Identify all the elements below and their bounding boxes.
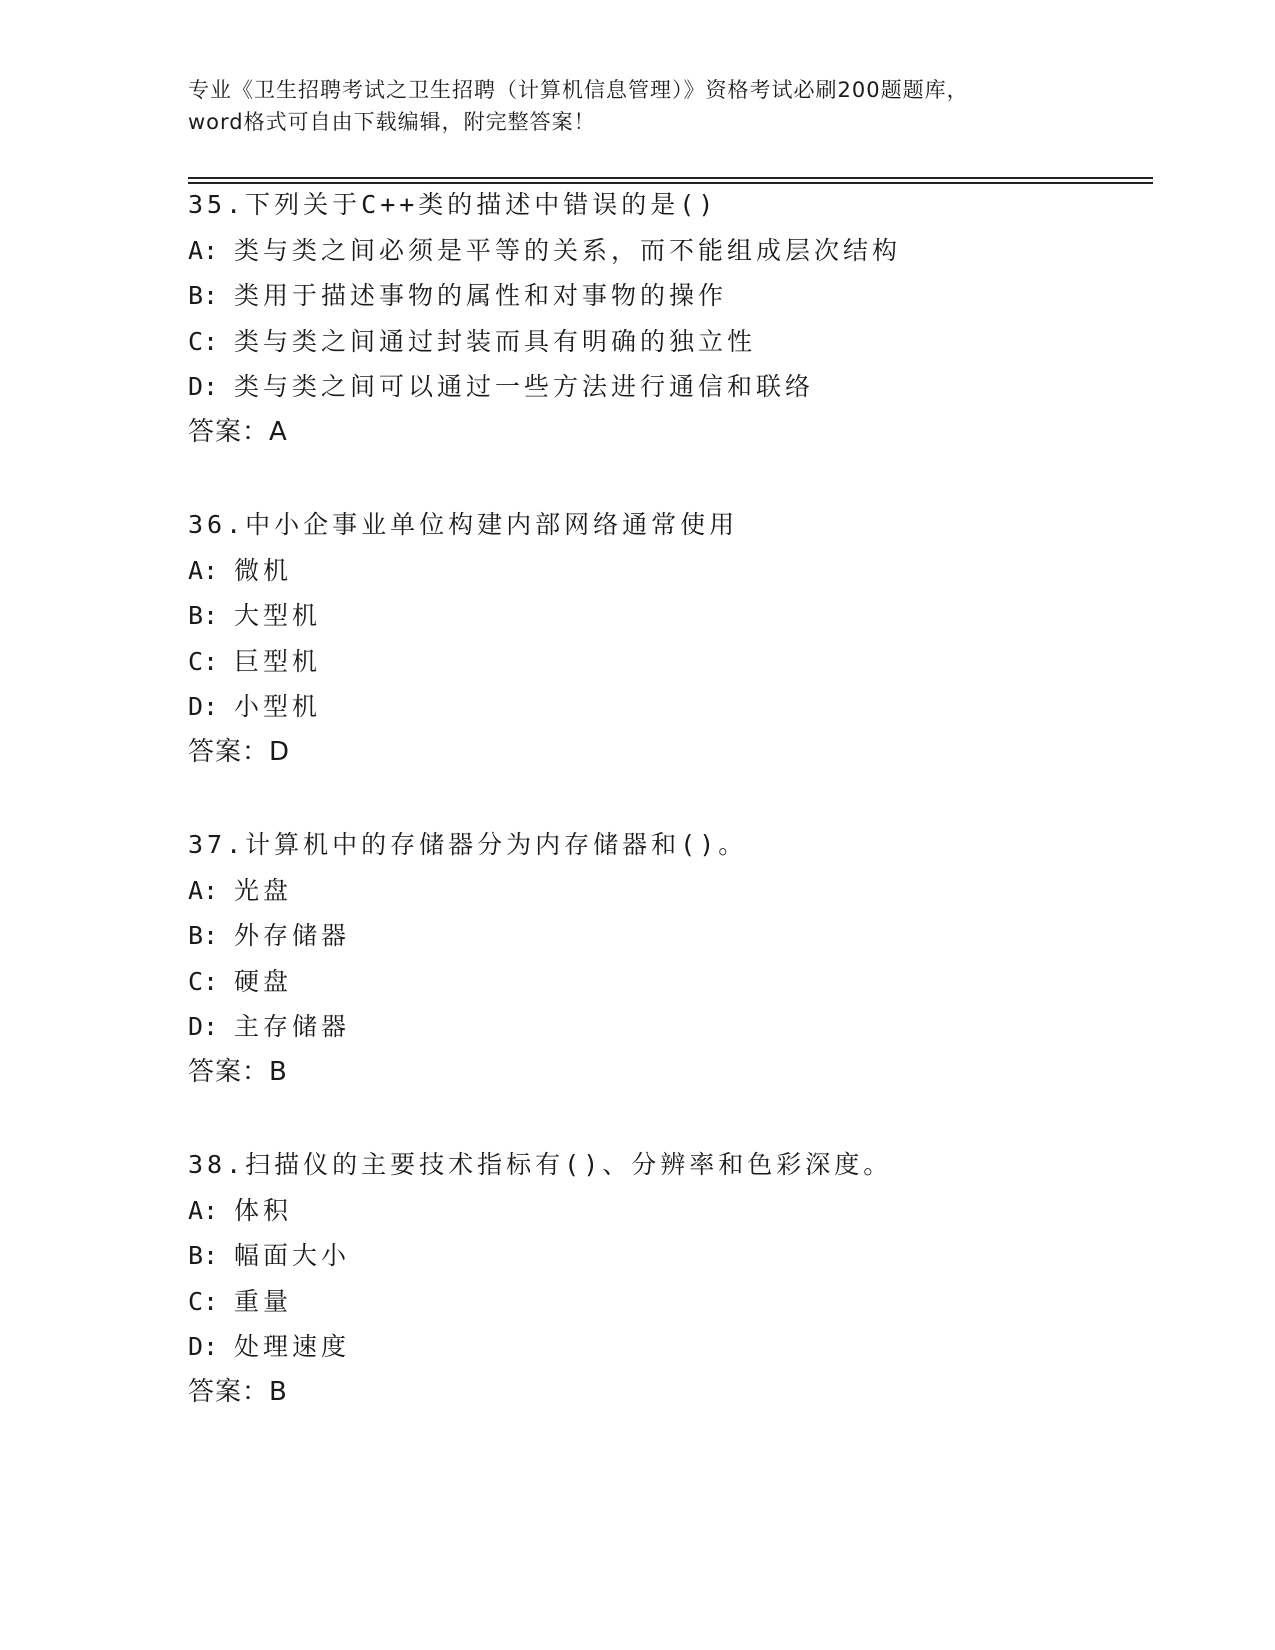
option-key: D: [188,692,219,721]
question-stem: 37.计算机中的存储器分为内存储器和()。 [188,830,748,859]
option-key: A: [188,875,219,905]
option-key: C: [188,1286,219,1316]
option-d [188,1324,1148,1370]
option-b [188,593,1148,639]
option-d [188,684,1148,730]
option-key: D: [188,372,219,401]
option-key: A: [188,235,219,265]
option-text: 硬盘 [234,966,293,996]
option-text: 类与类之间可以通过一些方法进行通信和联络 [234,372,815,401]
document-header [188,74,1088,138]
question-stem: 35.下列关于C++类的描述中错误的是() [188,190,718,219]
header-divider-top [188,177,1153,179]
question-36 [188,502,1148,775]
option-key: C: [188,966,219,996]
option-a [188,868,1148,914]
option-text: 类与类之间通过封装而具有明确的独立性 [234,326,757,356]
option-text: 处理速度 [234,1332,351,1361]
option-c [188,959,1148,1005]
option-key: B: [188,1241,219,1270]
option-b [188,273,1148,319]
option-d [188,1004,1148,1050]
option-a [188,228,1148,274]
answer-line: 答案：B [188,1056,288,1087]
question-stem: 38.扫描仪的主要技术指标有()、分辨率和色彩深度。 [188,1150,893,1179]
option-key: D: [188,1332,219,1361]
question-38 [188,1142,1148,1415]
option-key: B: [188,601,219,630]
answer-line: 答案：D [188,736,291,767]
option-key: C: [188,326,219,356]
option-text: 类与类之间必须是平等的关系，而不能组成层次结构 [234,235,902,265]
option-key: B: [188,281,219,310]
option-text: 类用于描述事物的属性和对事物的操作 [234,281,728,310]
answer-line: 答案：A [188,416,288,447]
option-key: A: [188,1195,219,1225]
option-text: 小型机 [234,692,322,721]
answer-line: 答案：B [188,1376,288,1407]
option-key: C: [188,646,219,676]
option-a [188,1188,1148,1234]
header-line-2: word格式可自由下载编辑，附完整答案！ [188,110,596,134]
option-text: 体积 [234,1195,293,1225]
question-stem: 36.中小企事业单位构建内部网络通常使用 [188,510,739,539]
option-key: B: [188,921,219,950]
option-text: 幅面大小 [234,1241,351,1270]
option-c [188,1279,1148,1325]
option-key: A: [188,555,219,585]
option-d [188,364,1148,410]
option-text: 巨型机 [234,646,322,676]
option-b [188,1233,1148,1279]
question-37 [188,822,1148,1095]
option-c [188,319,1148,365]
option-c [188,639,1148,685]
option-text: 微机 [234,555,293,585]
option-b [188,913,1148,959]
option-text: 主存储器 [234,1012,351,1041]
option-a [188,548,1148,594]
option-text: 外存储器 [234,921,351,950]
option-text: 光盘 [234,875,293,905]
option-text: 大型机 [234,601,322,630]
question-35 [188,182,1148,455]
option-text: 重量 [234,1286,293,1316]
option-key: D: [188,1012,219,1041]
header-line-1: 专业《卫生招聘考试之卫生招聘（计算机信息管理）》资格考试必刷200题题库， [188,78,969,102]
